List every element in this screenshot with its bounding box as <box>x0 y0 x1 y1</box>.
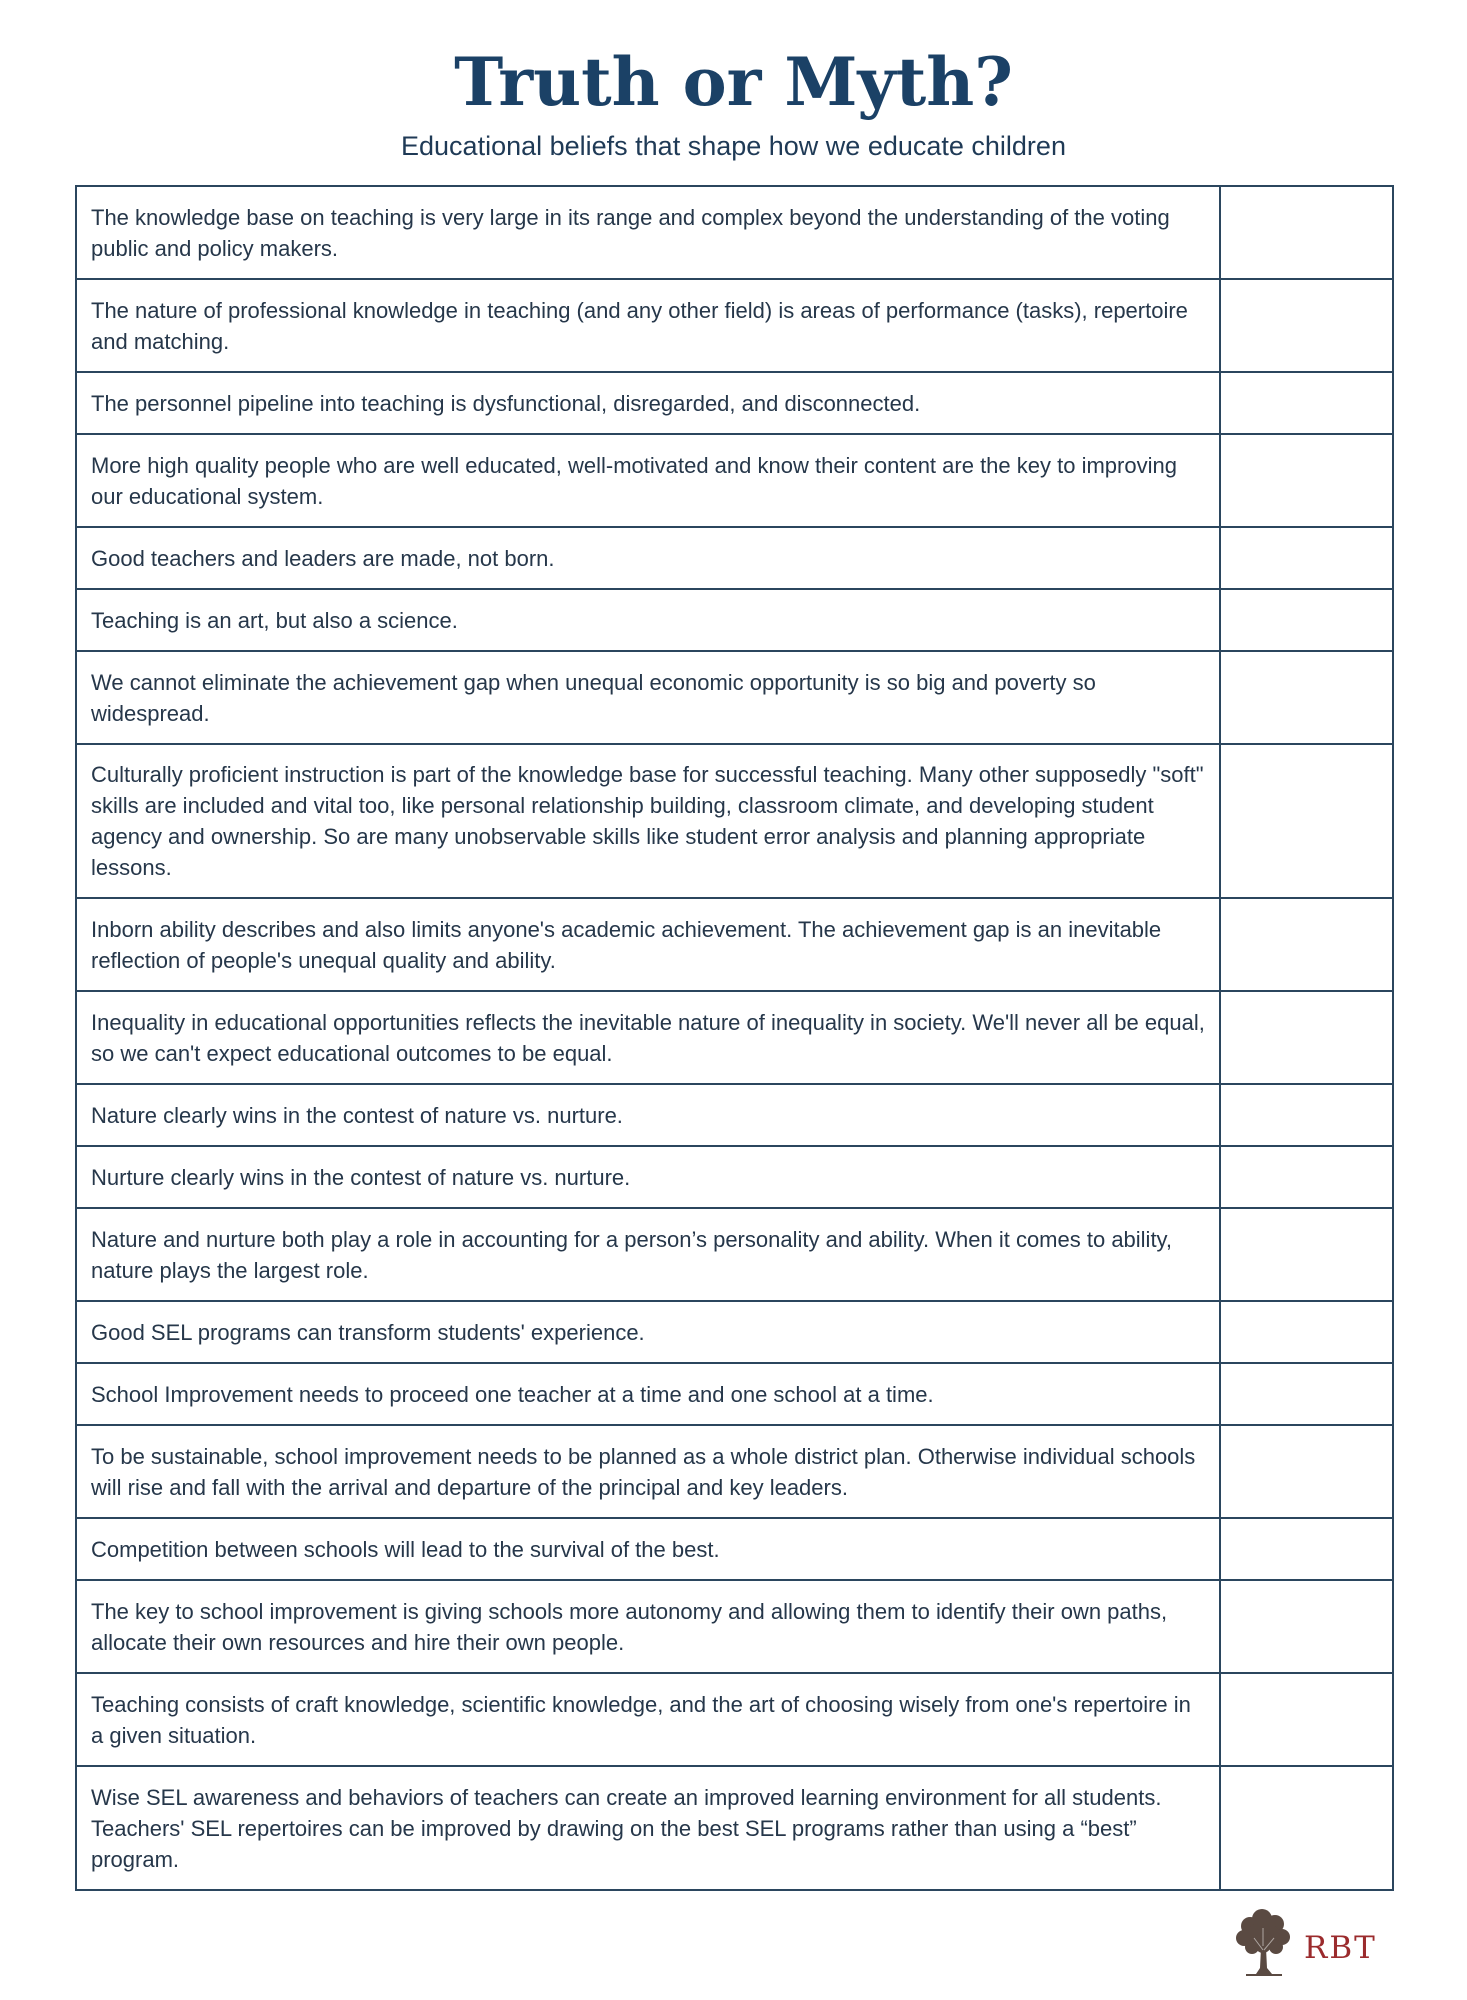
table-row <box>76 1580 1393 1673</box>
beliefs-table <box>75 185 1394 1891</box>
answer-cell[interactable] <box>1220 1301 1393 1363</box>
statement-text: Good SEL programs can transform students' experience. <box>76 1301 1220 1363</box>
tree-icon <box>1232 1908 1296 1980</box>
answer-cell[interactable] <box>1220 1518 1393 1580</box>
answer-cell[interactable] <box>1220 372 1393 434</box>
table-row <box>76 589 1393 651</box>
table-row <box>76 1363 1393 1425</box>
table-row <box>76 527 1393 589</box>
statement-text: The knowledge base on teaching is very large in its range and complex beyond the understanding of the voting public and policy makers. <box>76 186 1220 279</box>
statement-text: Wise SEL awareness and behaviors of teachers can create an improved learning environment for all students. Teachers' SEL repertoires can be improved by drawing on the best SEL programs rather than using a “best” program. <box>76 1766 1220 1890</box>
table-row <box>76 651 1393 744</box>
statement-text: Inborn ability describes and also limits anyone's academic achievement. The achievement gap is an inevitable reflection of people's unequal quality and ability. <box>76 898 1220 991</box>
answer-cell[interactable] <box>1220 991 1393 1084</box>
statement-text: More high quality people who are well educated, well-motivated and know their content are the key to improving our educational system. <box>76 434 1220 527</box>
answer-cell[interactable] <box>1220 898 1393 991</box>
answer-cell[interactable] <box>1220 434 1393 527</box>
answer-cell[interactable] <box>1220 1084 1393 1146</box>
statement-text: Teaching is an art, but also a science. <box>76 589 1220 651</box>
logo-text: RBT <box>1304 1930 1377 1966</box>
table-row <box>76 744 1393 898</box>
table-row <box>76 1084 1393 1146</box>
statement-text: The key to school improvement is giving schools more autonomy and allowing them to identify their own paths, allocate their own resources and hire their own people. <box>76 1580 1220 1673</box>
rbt-logo <box>1232 1908 1392 1980</box>
answer-cell[interactable] <box>1220 744 1393 898</box>
statement-text: School Improvement needs to proceed one teacher at a time and one school at a time. <box>76 1363 1220 1425</box>
answer-cell[interactable] <box>1220 589 1393 651</box>
answer-cell[interactable] <box>1220 279 1393 372</box>
statement-text: Competition between schools will lead to the survival of the best. <box>76 1518 1220 1580</box>
answer-cell[interactable] <box>1220 1208 1393 1301</box>
table-row <box>76 434 1393 527</box>
answer-cell[interactable] <box>1220 1425 1393 1518</box>
statement-text: Nature and nurture both play a role in accounting for a person’s personality and ability. When it comes to ability, nature plays the largest role. <box>76 1208 1220 1301</box>
table-row <box>76 1208 1393 1301</box>
table-row <box>76 898 1393 991</box>
answer-cell[interactable] <box>1220 651 1393 744</box>
answer-cell[interactable] <box>1220 1673 1393 1766</box>
table-row <box>76 1673 1393 1766</box>
table-row <box>76 279 1393 372</box>
table-row <box>76 1301 1393 1363</box>
answer-cell[interactable] <box>1220 1766 1393 1890</box>
table-row <box>76 372 1393 434</box>
page-subtitle: Educational beliefs that shape how we educate children <box>401 131 1066 161</box>
statement-text: Good teachers and leaders are made, not born. <box>76 527 1220 589</box>
statement-text: Teaching consists of craft knowledge, scientific knowledge, and the art of choosing wisely from one's repertoire in a given situation. <box>76 1673 1220 1766</box>
table-row <box>76 1146 1393 1208</box>
answer-cell[interactable] <box>1220 1580 1393 1673</box>
answer-cell[interactable] <box>1220 1363 1393 1425</box>
statement-text: Nature clearly wins in the contest of nature vs. nurture. <box>76 1084 1220 1146</box>
answer-cell[interactable] <box>1220 527 1393 589</box>
statement-text: Inequality in educational opportunities reflects the inevitable nature of inequality in society. We'll never all be equal, so we can't expect educational outcomes to be equal. <box>76 991 1220 1084</box>
table-row <box>76 1425 1393 1518</box>
answer-cell[interactable] <box>1220 1146 1393 1208</box>
statement-text: The nature of professional knowledge in teaching (and any other field) is areas of performance (tasks), repertoire and matching. <box>76 279 1220 372</box>
table-row <box>76 1518 1393 1580</box>
statement-text: Nurture clearly wins in the contest of nature vs. nurture. <box>76 1146 1220 1208</box>
statement-text: To be sustainable, school improvement needs to be planned as a whole district plan. Otherwise individual schools will rise and fall with the arrival and departure of the principal and key leaders. <box>76 1425 1220 1518</box>
table-row <box>76 991 1393 1084</box>
table-row <box>76 1766 1393 1890</box>
statement-text: Culturally proficient instruction is part of the knowledge base for successful teaching. Many other supposedly "soft" skills are included and vital too, like personal relationship building, classroom climate, and developing student agency and ownership. So are many unobservable skills like student error analysis and planning appropriate lessons. <box>76 744 1220 898</box>
statement-text: The personnel pipeline into teaching is dysfunctional, disregarded, and disconnected. <box>76 372 1220 434</box>
statement-text: We cannot eliminate the achievement gap when unequal economic opportunity is so big and poverty so widespread. <box>76 651 1220 744</box>
page-title: Truth or Myth? <box>454 43 1013 121</box>
table-row <box>76 186 1393 279</box>
answer-cell[interactable] <box>1220 186 1393 279</box>
